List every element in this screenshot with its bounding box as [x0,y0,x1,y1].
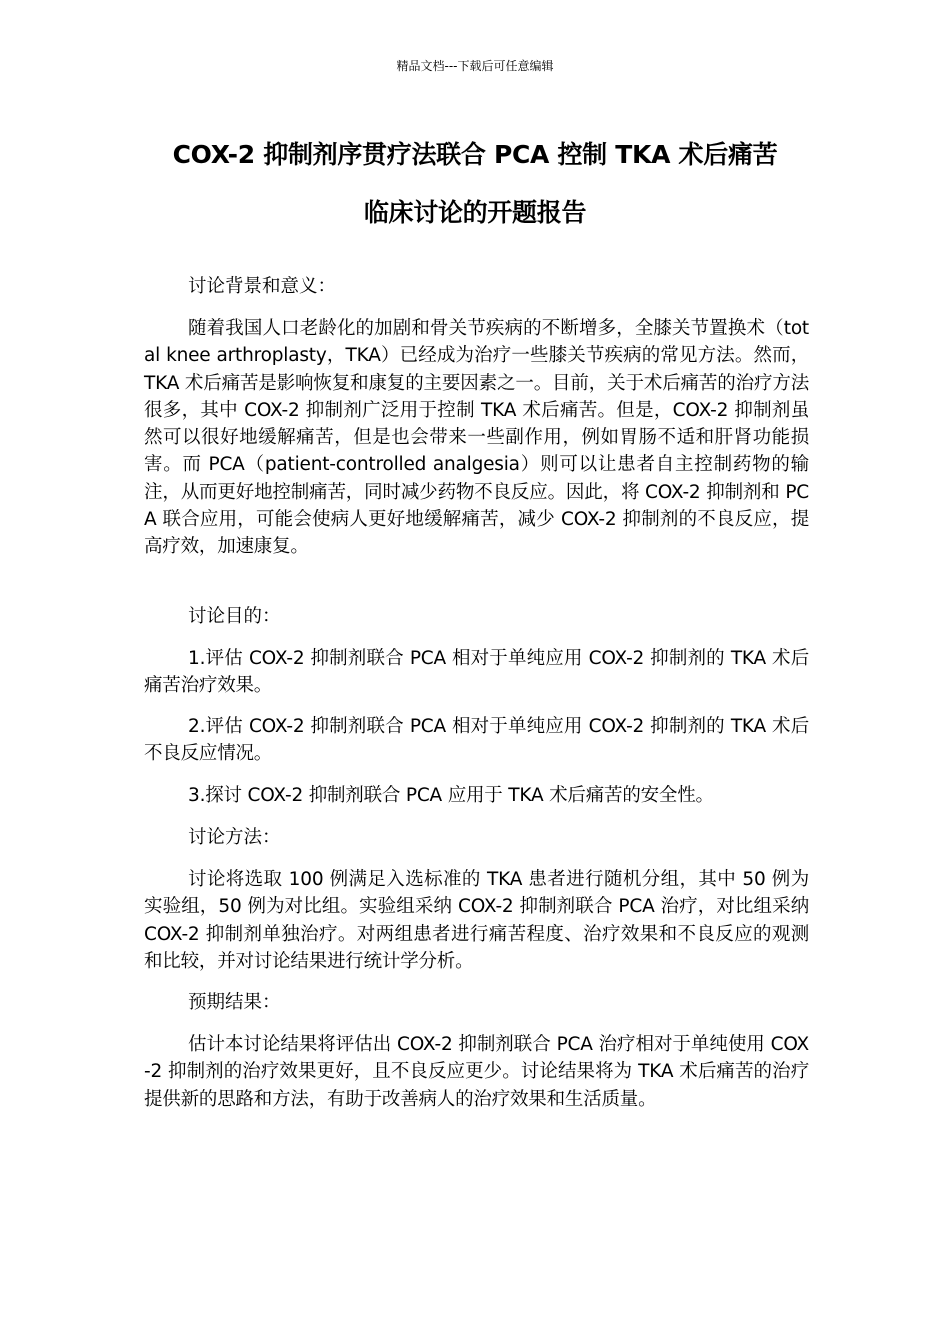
method-heading: 讨论方法： [188,827,281,848]
purpose-item-3: 3.探讨 COX-2 抑制剂联合 PCA 应用于 TKA 术后痛苦的安全性。 [188,785,714,806]
background-paragraph: 随着我国人口老龄化的加剧和骨关节疾病的不断增多，全膝关节置换术（total knee arthroplasty，TKA）已经成为治疗一些膝关节疾病的常见方法。然而，TKA 术后痛苦是影响恢复和康复的主要因素之一。目前，关于术后痛苦的治疗方法很多，其中 COX-2 抑制剂广泛用于控制 TKA 术后痛苦。但是，COX-2 抑制剂虽然可以很好地缓解痛苦，但是也会带来一些副作用，例如胃肠不适和肝肾功能损害。而 PCA（patient-controlled analgesia）则可以让患者自主控制药物的输注，从而更好地控制痛苦，同时减少药物不良反应。因此，将 COX-2 抑制剂和 PCA 联合应用，可能会使病人更好地缓解痛苦，减少 COX-2 抑制剂的不良反应，提高疗效，加速康复。 [144,318,809,558]
purpose-item-1: 1.评估 COX-2 抑制剂联合 PCA 相对于单纯应用 COX-2 抑制剂的 TKA 术后痛苦治疗效果。 [144,648,809,697]
document-title-line-1: COX-2 抑制剂序贯疗法联合 PCA 控制 TKA 术后痛苦 [172,140,778,169]
page-header: 精品文档---下载后可任意编辑 [396,59,554,73]
result-heading: 预期结果： [188,992,281,1013]
method-paragraph: 讨论将选取 100 例满足入选标准的 TKA 患者进行随机分组，其中 50 例为实验组，50 例为对比组。实验组采纳 COX-2 抑制剂联合 PCA 治疗，对比组采纳 COX-2 抑制剂单独治疗。对两组患者进行痛苦程度、治疗效果和不良反应的观测和比较，并对讨论结果进行统计学分析。 [144,869,809,972]
purpose-item-2: 2.评估 COX-2 抑制剂联合 PCA 相对于单纯应用 COX-2 抑制剂的 TKA 术后不良反应情况。 [144,716,809,765]
result-paragraph: 估计本讨论结果将评估出 COX-2 抑制剂联合 PCA 治疗相对于单纯使用 COX-2 抑制剂的治疗效果更好，且不良反应更少。讨论结果将为 TKA 术后痛苦的治疗提供新的思路和方法，有助于改善病人的治疗效果和生活质量。 [144,1034,809,1110]
document-title-line-2: 临床讨论的开题报告 [363,198,587,227]
background-heading: 讨论背景和意义： [188,276,337,297]
purpose-heading: 讨论目的： [188,606,281,627]
